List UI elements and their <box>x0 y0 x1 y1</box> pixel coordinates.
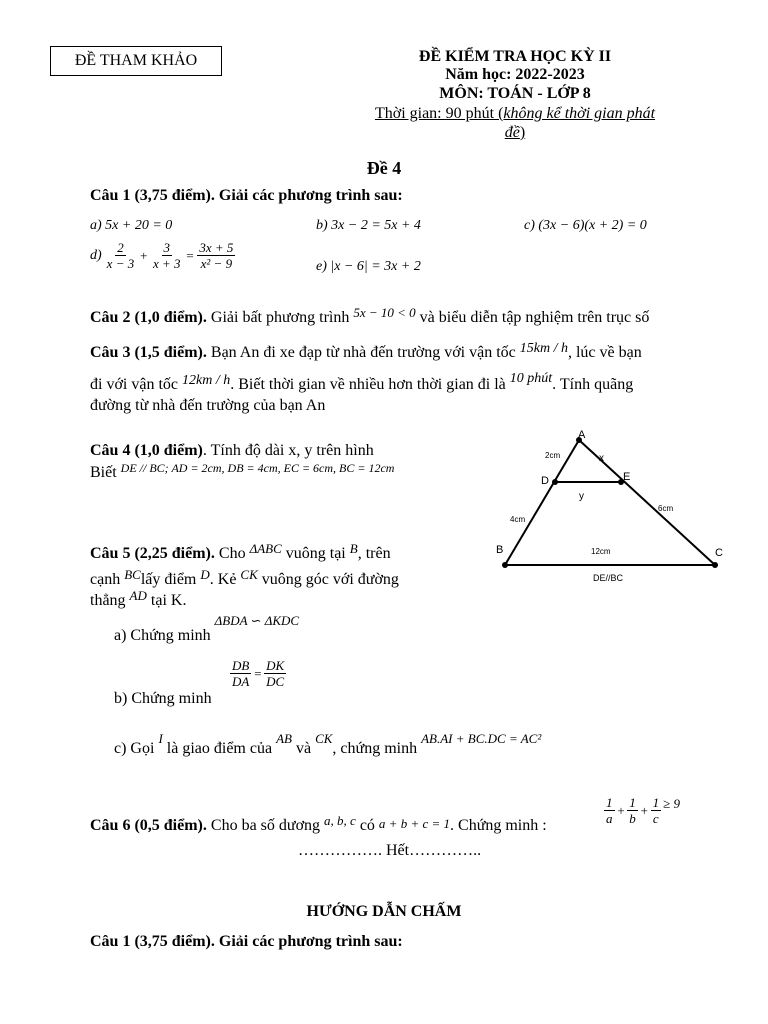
q1-e: e) |x − 6| = 3x + 2 <box>316 259 421 274</box>
figure-caption: DE//BC <box>593 573 624 583</box>
label-A: A <box>578 429 586 441</box>
side-AB <box>505 440 579 565</box>
q1-c: c) (3x − 6)(x + 2) = 0 <box>524 218 647 233</box>
document-label-box <box>50 46 222 76</box>
label-D: D <box>541 475 549 487</box>
end-line: ……………. Hết………….. <box>298 842 482 859</box>
answer-title: HƯỚNG DẪN CHẤM <box>306 903 462 920</box>
q5-a: a) Chứng minh $^{\Delta BDA ∽ \Delta KDC}$ <box>114 613 300 644</box>
triangle-figure <box>490 428 730 588</box>
point-B <box>502 562 508 568</box>
q3-line-2: đi với vận tốc 12km / h. Biết thời gian về nhiều hơn thời gian đi là 10 phút. Tính quãng <box>90 371 634 393</box>
q5-line-3: thẳng $^{AD}$ tại K. <box>90 588 187 609</box>
q3-line-3: đường từ nhà đến trường của bạn An <box>90 397 326 414</box>
time-line-2: đề) <box>504 124 526 141</box>
q6-inequality: $\frac{1}{a}$ + $\frac{1}{b}$ + $\frac{1}{c}$ ≥ 9 <box>606 795 680 826</box>
label-AD: 2cm <box>545 451 561 460</box>
q5-line-1: Câu 5 (2,25 điểm). Cho $^{\Delta ABC}$ vuông tại $^B$, trên <box>90 541 391 562</box>
label-EC: 6cm <box>658 504 674 513</box>
label-BC: 12cm <box>591 547 611 556</box>
q1-d: d) $\frac{2}{x - 3}$ + $\frac{3}{x + 3}$ = $\frac{3x + 5}{\text{x² − 9}}$ <box>90 240 234 271</box>
time-line: Thời gian: 90 phút (không kể thời gian phát <box>374 105 656 122</box>
q5-c: c) Gọi $^I$ là giao điểm của $^{AB}$ và $^{CK}$, chứng minh $^{AB.AI + BC.DC = AC^2}$ <box>114 731 542 757</box>
q4-line-2: Biết $^{DE // BC; AD = 2cm, DB = 4cm, EC = 6cm, BC = 12cm}$ <box>90 461 395 481</box>
q5-b-label: b) Chứng minh <box>114 690 212 707</box>
point-D <box>552 479 558 485</box>
label-C: C <box>715 547 723 559</box>
exam-number: Đề 4 <box>366 158 402 178</box>
q3-line-1: Câu 3 (1,5 điểm). Bạn An đi xe đạp từ nhà đến trường với vận tốc 15km / h, lúc về bạn <box>90 341 642 361</box>
label-DB: 4cm <box>510 515 526 524</box>
label-y: y <box>579 491 584 502</box>
label-E: E <box>623 471 631 483</box>
label-x: x <box>599 453 604 464</box>
q1-a: a) 5x + 20 = 0 <box>90 218 173 233</box>
label-B: B <box>496 544 504 556</box>
subject-line: MÔN: TOÁN - LỚP 8 <box>439 85 591 102</box>
q1-b: b) 3x − 2 = 5x + 4 <box>316 218 421 233</box>
exam-title: ĐỀ KIỂM TRA HỌC KỲ II <box>418 48 612 65</box>
answer-q1-heading: Câu 1 (3,75 điểm). Giải các phương trình sau: <box>90 933 403 950</box>
q1-heading: Câu 1 (3,75 điểm). Giải các phương trình sau: <box>90 187 403 204</box>
q5-line-2: cạnh $^{BC}$lấy điểm $^D$. Kẻ $^{CK}$ vuông góc với đường <box>90 567 399 588</box>
q2: Câu 2 (1,0 điểm). Giải bất phương trình $^{5x - 10 < 0}$ và biểu diễn tập nghiệm trên trục số <box>90 305 650 326</box>
q4-line-1: Câu 4 (1,0 điểm). Tính độ dài x, y trên hình <box>90 442 374 459</box>
q6: Câu 6 (0,5 điểm). Cho ba số dương $^{a, b, c}$ có a + b + c = 1. Chứng minh : <box>90 813 547 834</box>
point-C <box>712 562 718 568</box>
document-label: ĐỀ THAM KHẢO <box>74 52 198 69</box>
school-year: Năm học: 2022-2023 <box>445 66 585 83</box>
q5-b-expr: $\frac{DB}{DA}$ = $\frac{DK}{DC}$ <box>232 658 285 689</box>
